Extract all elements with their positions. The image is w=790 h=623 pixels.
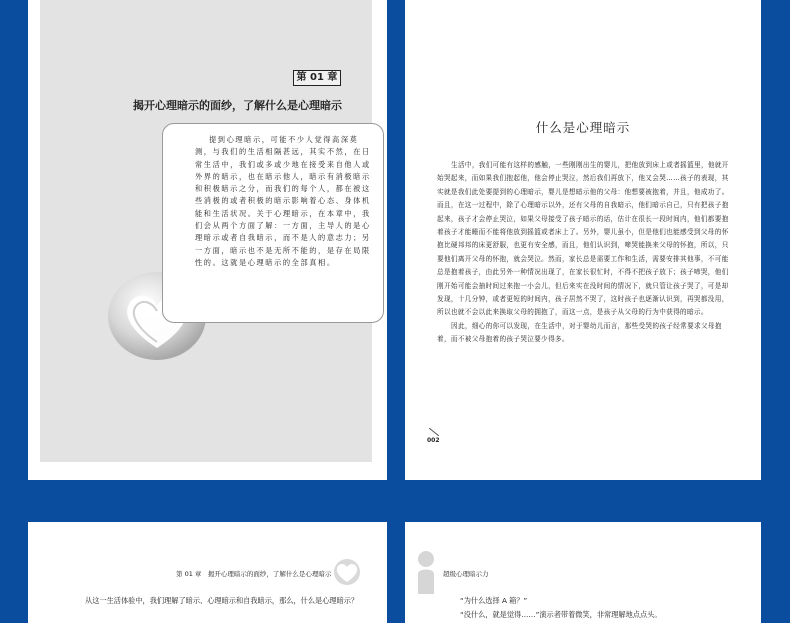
heart-icon	[330, 558, 364, 586]
paragraph: 生活中，我们可能有这样的感触，一些刚刚出生的婴儿，把他放到床上或者摇篮里，他就开始哭起来，而如果我们抱起他，他会停止哭泣，然后我们再放下，他又会哭……孩子的表现，其实就是我们此处要提到的心理暗示，婴儿是想暗示他的父母：他想要被抱着，并且，他成功了。而且，在这一过程中，除了心理暗示以外，还有父母的自我暗示，他们暗示自己，只有把孩子抱起来，孩子才会停止哭泣，如果父母接受了孩子暗示的话，估计在很长一段时间内，他们都要抱着孩子才能睡而不能将他放到摇篮或者床上了。另外，婴儿虽小，但是他们也能感受到父母的怀抱比硬邦邦的床更舒服，也更有安全感，而且，他们认识到，啼哭能换来父母的怀抱，所以，只要他们离开父母的怀抱，就会哭泣。然而，家长总是需要工作和生活，需要安排其他事，不可能总是抱着孩子，由此另外一种情况出现了，在家长很忙时，不得不把孩子放下；孩子啼哭，他们刚开始可能会抽时间过来抱一小会儿，但后来实在没时间的情况下，就只管让孩子哭了，可是却发现，十几分钟，或者更短的时间内，孩子居然不哭了，这时孩子也逐渐认识到，再哭都没用，所以也就不会以此来换取父母的拥抱了，而这一点，是孩子从父母的行为中获得的暗示。	[437, 161, 729, 317]
dialogue-line: “没什么，就是觉得……”演示者带着微笑，非常理解地点点头。	[460, 610, 662, 619]
page-section-text	[405, 0, 761, 480]
page-chapter-opening	[28, 0, 387, 480]
body-text: 从这一生活体验中，我们理解了暗示、心理暗示和自我暗示，那么，什么是心理暗示？	[85, 596, 359, 605]
page-lower-right	[405, 522, 761, 623]
chapter-subtitle: 揭开心理暗示的面纱，了解什么是心理暗示	[133, 99, 342, 112]
intro-card	[162, 123, 384, 323]
page-number: 002	[427, 437, 440, 444]
section-body	[437, 159, 729, 347]
dialogue-line: “为什么选择 A 箱？”	[460, 596, 528, 605]
running-header: 第 01 章 揭开心理暗示的面纱，了解什么是心理暗示	[176, 570, 332, 578]
person-silhouette-icon	[415, 550, 437, 594]
body-text	[460, 594, 662, 622]
page-corner-mark	[429, 428, 439, 436]
running-header: 超级心理暗示力	[443, 570, 489, 578]
paragraph: 因此，细心的你可以发现，在生活中，对于婴幼儿而言，那些受哭的孩子经常要求父母抱着，而不被父母抱着的孩子哭泣要少得多。	[437, 321, 722, 344]
intro-card-text: 提到心理暗示，可能不少人觉得高深莫测，与我们的生活相隔甚远，其实不然，在日常生活中，我们或多或少地在接受来自他人或外界的暗示，也在暗示他人，暗示有消极暗示和积极暗示之分，而我们的每个人，都在被这些消极的或者积极的暗示影响着心态、身体机能和生活状况。关于心理暗示，在本章中，我们会从两个方面了解：一方面，主导人的是心理暗示或者自我暗示，而不是人的意志力；另一方面，暗示也不是无所不能的，是存在局限性的。这就是心理暗示的全部真相。	[195, 135, 371, 267]
chapter-label: 第 01 章	[293, 70, 341, 86]
page-lower-left	[28, 522, 387, 623]
section-title: 什么是心理暗示	[535, 120, 631, 135]
gray-panel	[40, 0, 372, 462]
